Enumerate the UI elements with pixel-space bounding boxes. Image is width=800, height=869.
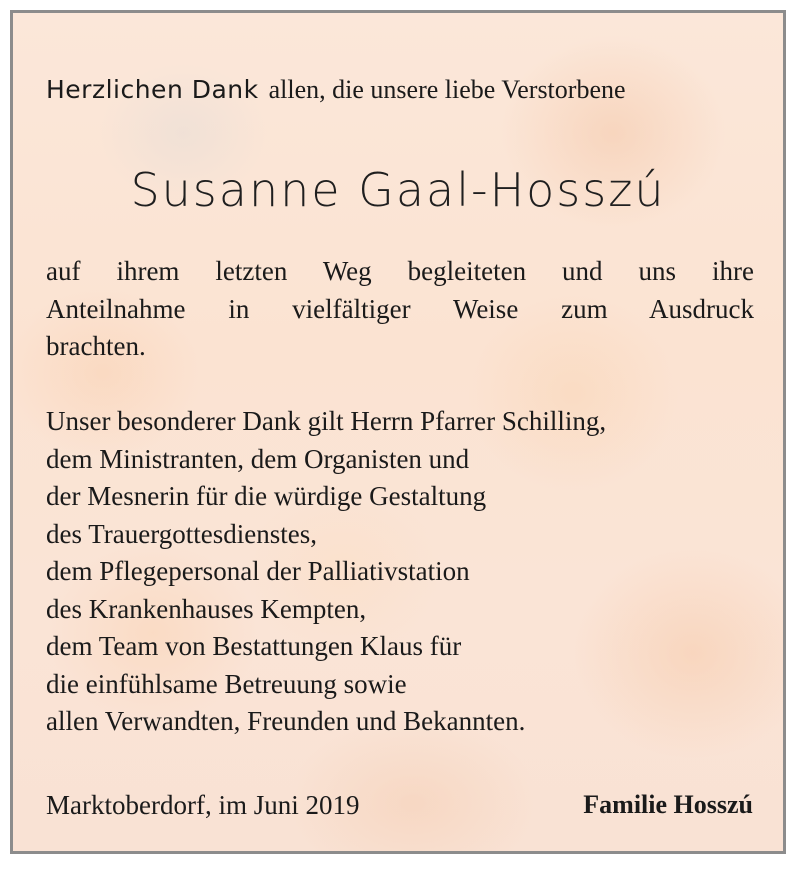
- special-thanks-paragraph: [46, 403, 754, 741]
- paragraph-line: dem Ministranten, dem Organisten und: [46, 443, 470, 474]
- obituary-card: [10, 10, 786, 854]
- thanks-paragraph: [46, 253, 754, 366]
- paragraph-line: allen Verwandten, Freunden und Bekannten.: [46, 706, 526, 736]
- deceased-name: Susanne Gaal-Hosszú: [130, 163, 666, 217]
- paragraph-line: des Krankenhauses Kempten,: [46, 593, 367, 624]
- paragraph-line: des Trauergottesdienstes,: [46, 518, 317, 549]
- paragraph-line: der Mesnerin für die würdige Gestaltung: [46, 481, 487, 511]
- paragraph-line: Unser besonderer Dank gilt Herrn Pfarrer Schilling,: [46, 406, 607, 436]
- paragraph-line: dem Team von Bestattungen Klaus für: [46, 631, 462, 661]
- paragraph-line: die einfühlsame Betreuung sowie: [46, 668, 407, 699]
- intro-handwritten: Herzlichen Dank: [46, 75, 259, 104]
- paragraph-line: auf ihrem letzten Weg begleiteten und uns ihre: [46, 256, 754, 286]
- place-date: Marktoberdorf, im Juni 2019: [46, 790, 360, 820]
- intro-text: allen, die unsere liebe Verstorbene: [268, 75, 626, 104]
- family-signature: Familie Hosszú: [583, 790, 753, 819]
- paragraph-line: dem Pflegepersonal der Palliativstation: [46, 556, 470, 586]
- paragraph-line: Anteilnahme in vielfältiger Weise zum Ausdruck: [46, 293, 754, 324]
- paragraph-line: brachten.: [46, 331, 146, 361]
- intro-line: [46, 75, 626, 105]
